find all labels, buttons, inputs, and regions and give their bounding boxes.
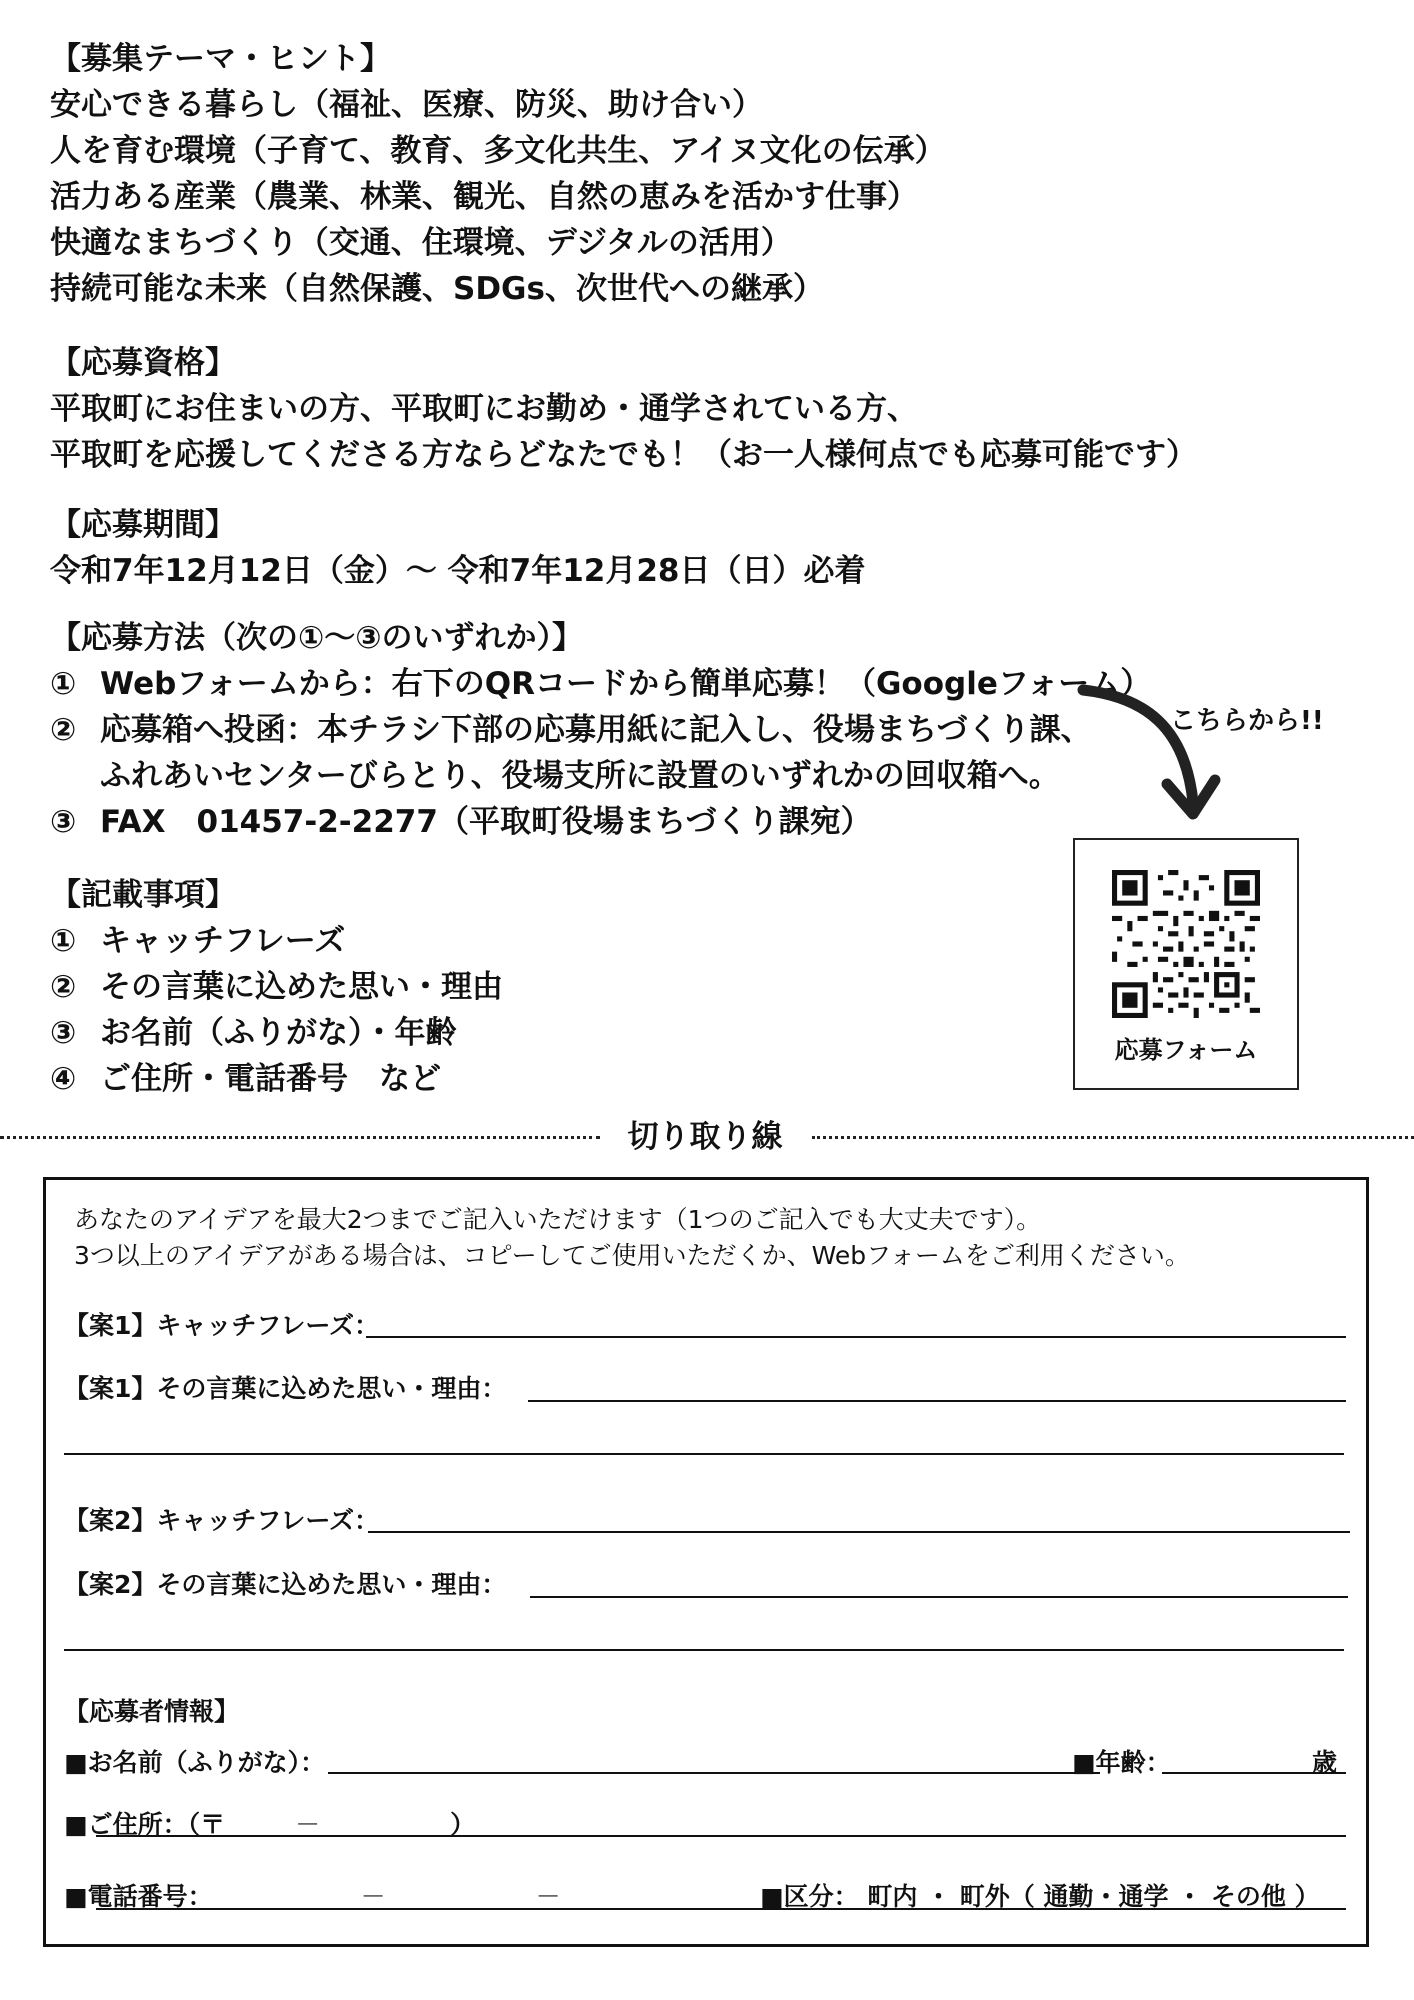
category-label <box>760 1877 1320 1913</box>
curved-arrow-icon <box>1075 672 1225 832</box>
method-item: ふれあいセンターびらとり、役場支所に設置のいずれかの回収箱へ。 <box>100 758 1060 794</box>
case1-phrase-field[interactable] <box>366 1336 1346 1338</box>
theme-item: 持続可能な未来（自然保護、SDGs、次世代への継承） <box>50 271 824 307</box>
cut-line-right <box>812 1136 1414 1139</box>
method-item: ② 応募箱へ投函：本チラシ下部の応募用紙に記入し、役場まちづくり課、 <box>50 712 1092 748</box>
phone-dash-2: － <box>535 1882 561 1911</box>
application-form <box>43 1177 1369 1947</box>
theme-item: 安心できる暮らし（福祉、医療、防災、助け合い） <box>50 87 763 123</box>
category-label-text: ■区分： <box>760 1882 859 1911</box>
age-unit: 歳 <box>1312 1748 1338 1777</box>
name-label: ■お名前（ふりがな）： <box>64 1748 326 1777</box>
case2-reason-label: 【案2】その言葉に込めた思い・理由： <box>64 1570 507 1599</box>
case2-reason-field-line2[interactable] <box>64 1649 1344 1651</box>
cut-line <box>0 1117 1414 1157</box>
phone-label-text: ■電話番号： <box>64 1882 213 1911</box>
theme-item: 人を育む環境（子育て、教育、多文化共生、アイヌ文化の伝承） <box>50 133 946 169</box>
case2-phrase-label: 【案2】キャッチフレーズ： <box>64 1506 380 1535</box>
case1-reason-label: 【案1】その言葉に込めた思い・理由： <box>64 1374 507 1403</box>
themes-section <box>50 36 946 312</box>
phone-dash-1: － <box>360 1882 386 1911</box>
entry-item: ② その言葉に込めた思い・理由 <box>50 969 503 1005</box>
case1-reason-field[interactable] <box>528 1400 1346 1402</box>
period-section <box>50 502 866 594</box>
postal-close: ） <box>450 1810 476 1839</box>
theme-item: 快適なまちづくり（交通、住環境、デジタルの活用） <box>50 225 792 261</box>
entries-heading: 【記載事項】 <box>50 877 236 913</box>
theme-item: 活力ある産業（農業、林業、観光、自然の恵みを活かす仕事） <box>50 179 918 215</box>
qr-code-icon[interactable] <box>1112 870 1260 1018</box>
entry-item: ④ ご住所・電話番号 など <box>50 1061 441 1097</box>
category-options[interactable]: 町内 ・ 町外（ 通勤・通学 ・ その他 ） <box>867 1882 1320 1911</box>
case2-reason-field[interactable] <box>530 1596 1348 1598</box>
period-heading: 【応募期間】 <box>50 507 236 543</box>
qr-box[interactable] <box>1073 838 1299 1090</box>
qr-label: 応募フォーム <box>1114 1036 1258 1064</box>
entry-item: ③ お名前（ふりがな）・年齢 <box>50 1015 457 1051</box>
method-section <box>50 615 1151 845</box>
case1-phrase-label: 【案1】キャッチフレーズ： <box>64 1311 380 1340</box>
cut-line-label: 切り取り線 <box>627 1119 783 1155</box>
name-field[interactable] <box>328 1772 1100 1774</box>
period-text: 令和7年12月12日（金）～ 令和7年12月28日（日）必着 <box>50 553 866 589</box>
entry-item: ① キャッチフレーズ <box>50 923 346 959</box>
eligibility-line: 平取町を応援してくださる方ならどなたでも！（お一人様何点でも応募可能です） <box>50 437 1197 473</box>
eligibility-section <box>50 340 1197 478</box>
method-heading: 【応募方法（次の①～③のいずれか）】 <box>50 620 583 656</box>
entries-section <box>50 872 503 1102</box>
age-label: ■年齢： <box>1072 1748 1171 1777</box>
case1-reason-field-line2[interactable] <box>64 1453 1344 1455</box>
case2-phrase-field[interactable] <box>368 1531 1350 1533</box>
form-intro-line: あなたのアイデアを最大2つまでご記入いただけます（1つのご記入でも大丈夫です）。 <box>74 1205 1042 1234</box>
cut-line-left <box>0 1136 600 1139</box>
method-item: ③ FAX 01457-2-2277（平取町役場まちづくり課宛） <box>50 804 872 840</box>
postal-dash: － <box>295 1810 321 1839</box>
form-intro-line: 3つ以上のアイデアがある場合は、コピーしてご使用いただくか、Webフォームをご利用ください。 <box>74 1241 1190 1270</box>
arrow-note: こちらから!! <box>1170 706 1324 736</box>
applicant-heading: 【応募者情報】 <box>64 1697 240 1726</box>
method-item: ① Webフォームから：右下のQRコードから簡単応募！（Googleフォーム） <box>50 666 1152 702</box>
eligibility-line: 平取町にお住まいの方、平取町にお勤め・通学されている方、 <box>50 391 918 427</box>
address-field[interactable] <box>96 1835 1346 1837</box>
eligibility-heading: 【応募資格】 <box>50 345 236 381</box>
address-label-text: ■ご住所：（〒 <box>64 1810 226 1839</box>
themes-heading: 【募集テーマ・ヒント】 <box>50 41 391 77</box>
